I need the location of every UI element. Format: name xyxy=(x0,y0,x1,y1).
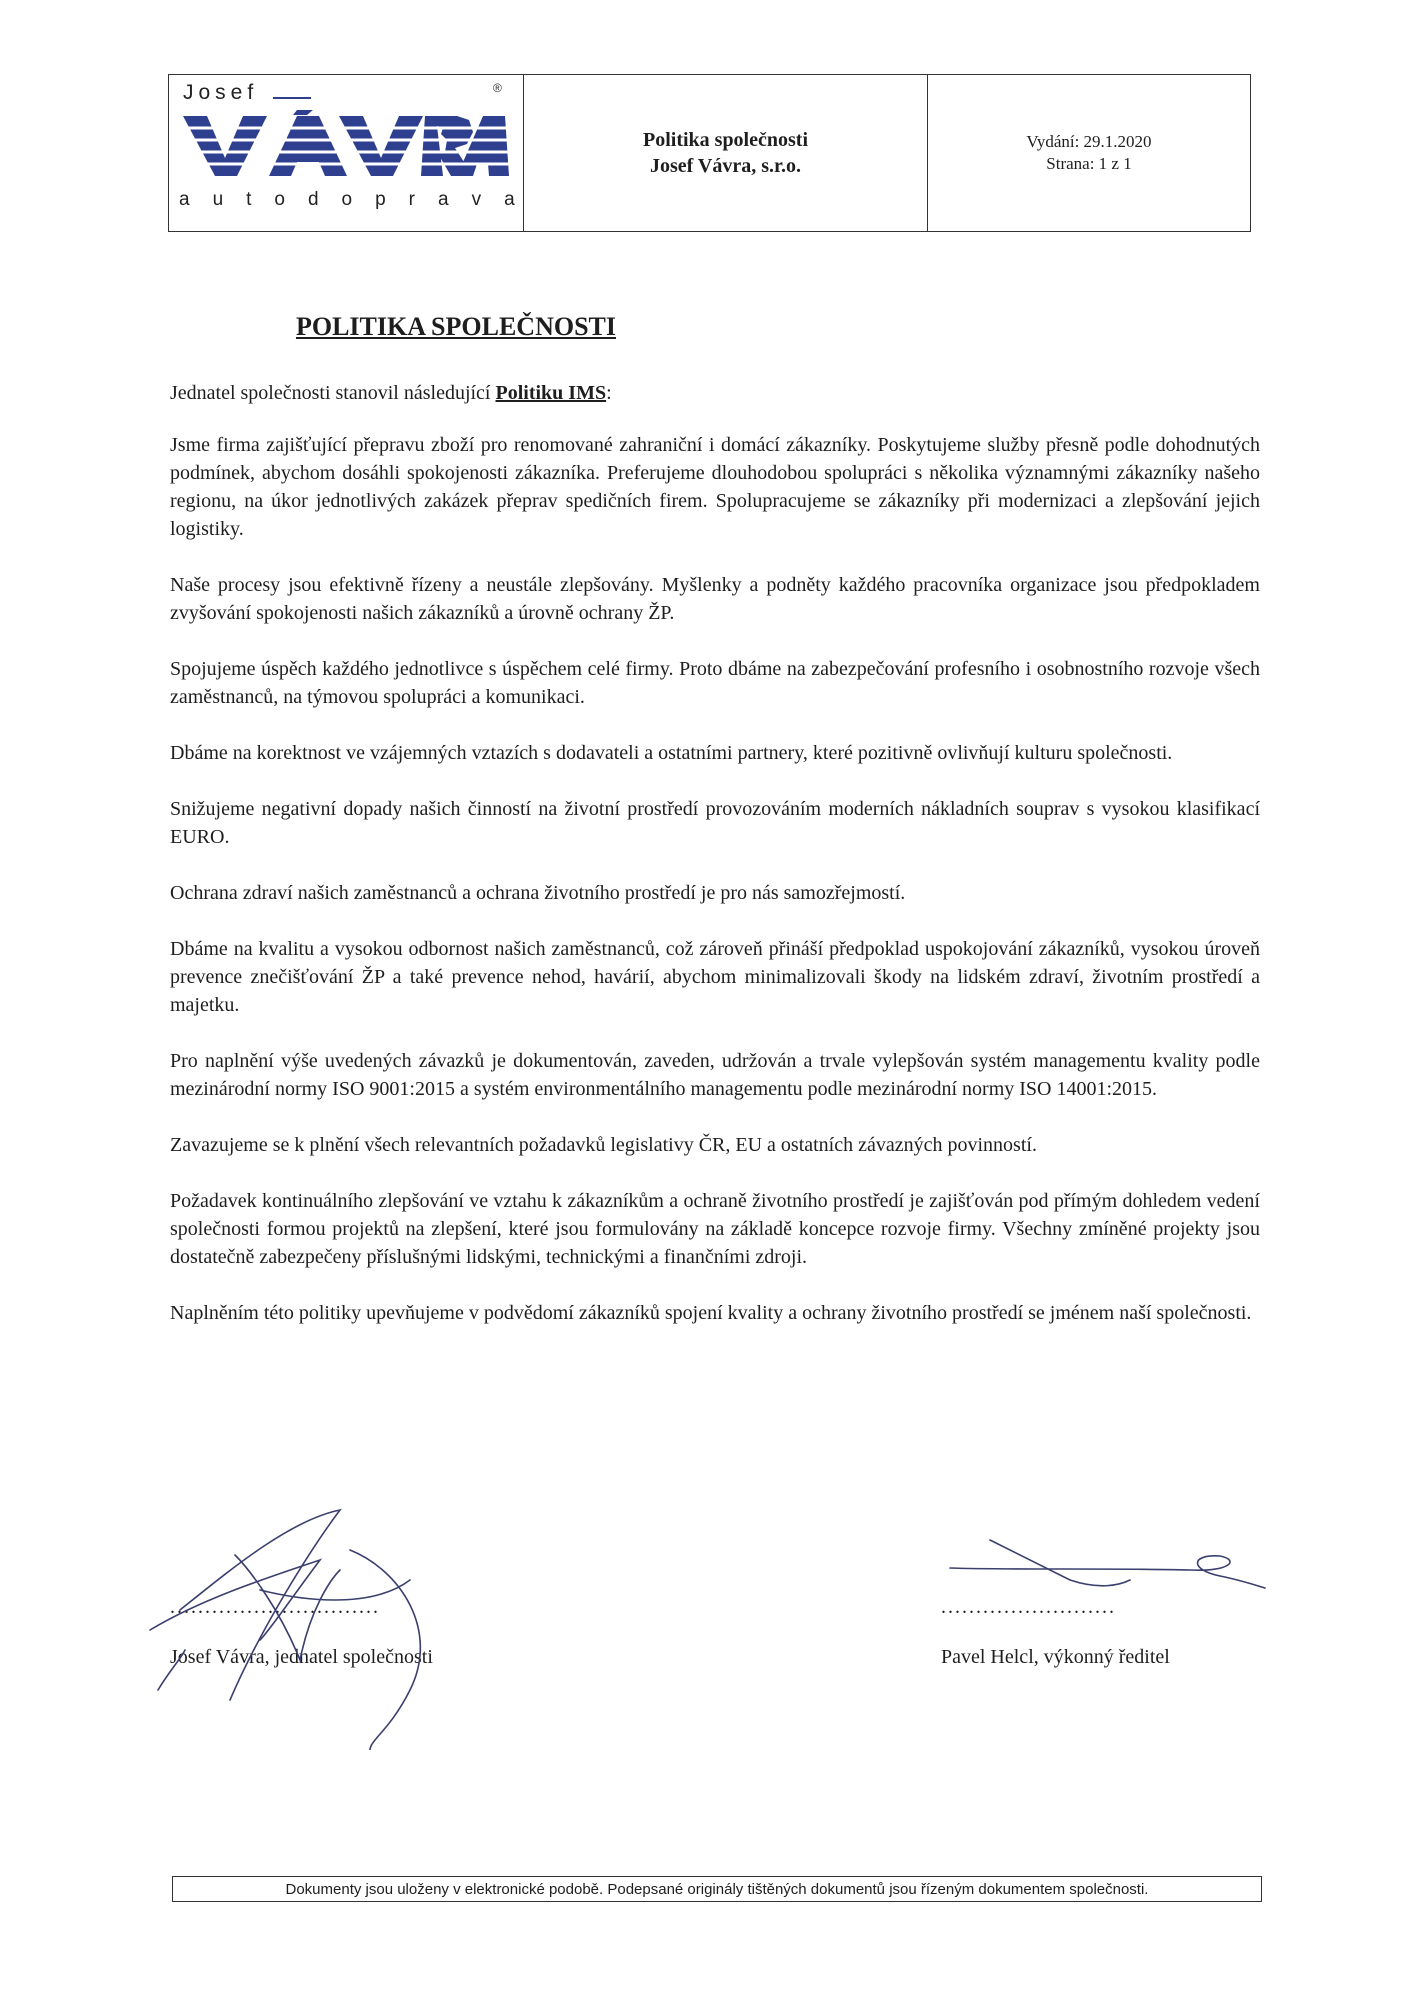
paragraph: Pro naplnění výše uvedených závazků je dokumentován, zaveden, udržován a trvale vylepšován systém managementu kvality podle mezinárodní normy ISO 9001:2015 a systém environmentálního managementu podle mezinárodní normy ISO 14001:2015. xyxy=(170,1050,1260,1100)
footer-note: Dokumenty jsou uloženy v elektronické podobě. Podepsané originály tištěných dokumentů jsou řízeným dokumentem společnosti. xyxy=(172,1876,1262,1902)
intro-prefix: Jednatel společnosti stanovil následující xyxy=(170,382,496,404)
paragraph: Spojujeme úspěch každého jednotlivce s úspěchem celé firmy. Proto dbáme na zabezpečování profesního i osobnostního rozvoje všech zaměstnanců, na týmovou spolupráci a komunikaci. xyxy=(170,658,1260,708)
signatory-name-right: Pavel Helcl, výkonný ředitel xyxy=(941,1646,1170,1668)
intro-bold-term: Politiku IMS xyxy=(495,382,607,404)
paragraph: Požadavek kontinuálního zlepšování ve vztahu k zákazníkům a ochraně životního prostředí je zajišťován pod přímým dohledem vedení společnosti formou projektů na zlepšení, které jsou formulovány na základě koncepce rozvoje firmy. Všechny zmíněné projekty jsou dostatečně zabezpečeny příslušnými lidskými, technickými a finančními zdroji. xyxy=(170,1190,1260,1268)
document-body xyxy=(170,379,1260,1355)
company-logo xyxy=(169,75,538,231)
paragraph: Dbáme na kvalitu a vysokou odbornost našich zaměstnanců, což zároveň přináší předpoklad uspokojování zákazníků, vysokou úroveň prevence znečišťování ŽP a také prevence nehod, havárií, abychom minimalizovali škody na lidském zdraví, životním prostředí a majetku. xyxy=(170,938,1260,1016)
page-number: Strana: 1 z 1 xyxy=(1046,154,1132,173)
paragraph: Naplněním této politiky upevňujeme v podvědomí zákazníků spojení kvality a ochrany životního prostředí se jménem naší společnosti. xyxy=(170,1302,1252,1324)
paragraph: Snižujeme negativní dopady našich činností na životní prostředí provozováním moderních nákladních souprav s vysokou klasifikací EURO. xyxy=(170,798,1260,848)
logo-top-text: Josef xyxy=(183,81,259,104)
intro-line xyxy=(170,379,1260,407)
header-title-cell xyxy=(524,75,928,231)
issue-date: Vydání: 29.1.2020 xyxy=(1026,132,1152,151)
paragraph: Dbáme na korektnost ve vzájemných vztazích s dodavateli a ostatními partnery, které pozitivně ovlivňují kulturu společnosti. xyxy=(170,742,1173,764)
page-title: POLITIKA SPOLEČNOSTI xyxy=(295,312,617,341)
signature-line-left: .............................. xyxy=(170,1596,380,1618)
paragraph: Zavazujeme se k plnění všech relevantních požadavků legislativy ČR, EU a ostatních závazných povinností. xyxy=(170,1134,1037,1156)
paragraph: Ochrana zdraví našich zaměstnanců a ochrana životního prostředí je pro nás samozřejmostí. xyxy=(170,882,906,904)
registered-mark: ® xyxy=(493,81,502,95)
handwritten-signature-left xyxy=(140,1490,510,1750)
logo-bottom-text: autodoprava xyxy=(179,189,538,210)
signatory-name-left: Josef Vávra, jednatel společnosti xyxy=(170,1646,433,1668)
header-title-line2: Josef Vávra, s.r.o. xyxy=(649,155,802,177)
document-header xyxy=(168,74,1251,232)
header-title-line1: Politika společnosti xyxy=(642,129,808,151)
signature-line-right: ......................... xyxy=(941,1596,1116,1618)
header-meta-cell xyxy=(928,75,1250,231)
paragraph: Naše procesy jsou efektivně řízeny a neustále zlepšovány. Myšlenky a podněty každého pracovníka organizace jsou předpokladem zvyšování spokojenosti našich zákazníků a úrovně ochrany ŽP. xyxy=(170,574,1260,624)
handwritten-signature-right xyxy=(930,1530,1270,1610)
paragraph: Jsme firma zajišťující přepravu zboží pro renomované zahraniční i domácí zákazníky. Poskytujeme služby přesně podle dohodnutých podmínek, abychom dosáhli spokojenosti zákazníka. Preferujeme dlouhodobou spolupráci s několika významnými zákazníky našeho regionu, na úkor jednotlivých zakázek přeprav spedičních firem. Spolupracujeme se zákazníky při modernizaci a zlepšování jejich logistiky. xyxy=(170,434,1260,540)
logo-brand-wordmark xyxy=(179,110,509,182)
intro-suffix: : xyxy=(606,382,612,404)
logo-accent-line xyxy=(273,97,311,99)
